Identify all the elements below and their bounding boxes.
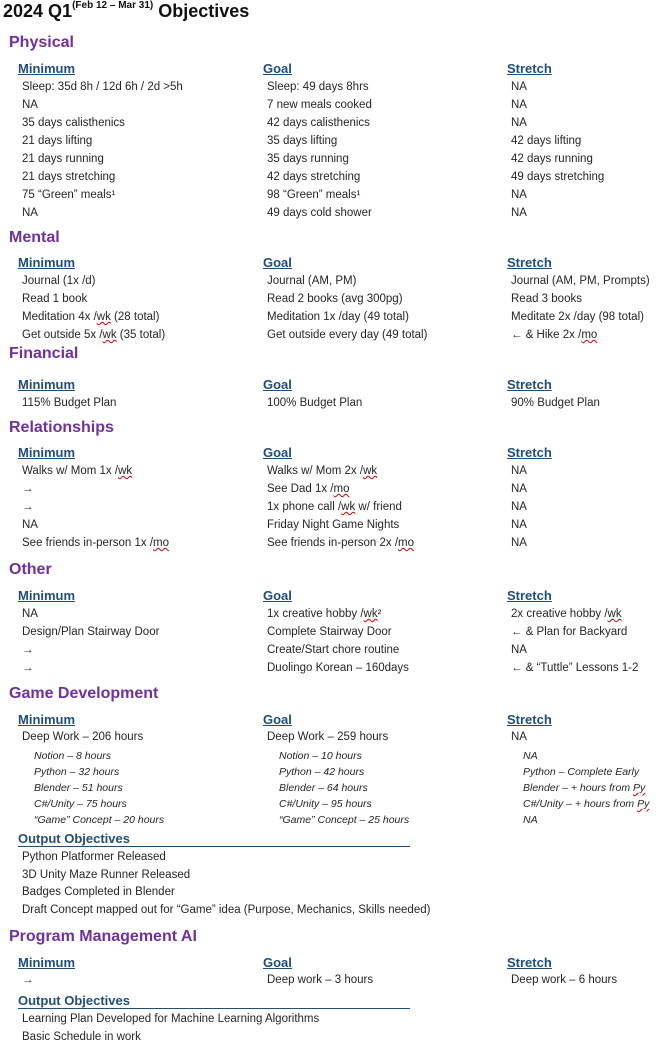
mental-goal-item: Journal (AM, PM) — [267, 275, 357, 287]
section-heading-game-development: Game Development — [9, 685, 159, 702]
column-heading-stretch: Stretch — [507, 61, 552, 76]
column-heading-minimum: Minimum — [18, 445, 76, 460]
relationships-minimum-item: → — [22, 501, 34, 513]
relationships-minimum-item: See friends in-person 1x /mo — [22, 537, 170, 549]
game-development-minimum-subitem: C#/Unity – 75 hours — [34, 798, 127, 810]
physical-stretch-item: NA — [511, 99, 527, 111]
physical-stretch-item: 42 days lifting — [511, 135, 582, 147]
game-development-goal-item: Deep Work – 259 hours — [267, 731, 389, 743]
other-goal-item: 1x creative hobby /wk² — [267, 608, 382, 620]
other-stretch-item: NA — [511, 644, 527, 656]
other-goal-item: Duolingo Korean – 160days — [267, 662, 409, 674]
physical-stretch-item: NA — [511, 189, 527, 201]
physical-minimum-item: Sleep: 35d 8h / 12d 6h / 2d >5h — [22, 81, 183, 93]
game-development-goal-subitem: Blender – 64 hours — [279, 782, 368, 794]
column-heading-goal: Goal — [263, 445, 292, 460]
mental-minimum-item: Journal (1x /d) — [22, 275, 96, 287]
relationships-stretch-item: NA — [511, 465, 527, 477]
column-heading-goal: Goal — [263, 255, 292, 270]
mental-minimum-item: Meditation 4x /wk (28 total) — [22, 311, 160, 323]
game-development-stretch-subitem: C#/Unity – + hours from Py — [523, 798, 650, 810]
relationships-goal-item: See Dad 1x /mo — [267, 483, 350, 495]
column-heading-stretch: Stretch — [507, 377, 552, 392]
game-development-goal-subitem: Notion – 10 hours — [279, 750, 362, 762]
physical-stretch-item: NA — [511, 207, 527, 219]
spellcheck-mark: wk — [118, 465, 133, 477]
column-heading-stretch: Stretch — [507, 445, 552, 460]
game-development-goal-subitem: “Game” Concept – 25 hours — [279, 814, 410, 826]
column-heading-goal: Goal — [263, 61, 292, 76]
physical-minimum-item: 21 days running — [22, 153, 104, 165]
section-heading-mental: Mental — [9, 229, 60, 246]
relationships-goal-item: See friends in-person 2x /mo — [267, 537, 415, 549]
other-goal-item: Complete Stairway Door — [267, 626, 392, 638]
game-development-output-item: 3D Unity Maze Runner Released — [22, 868, 191, 881]
other-minimum-item: Design/Plan Stairway Door — [22, 626, 160, 638]
physical-minimum-item: NA — [22, 207, 38, 219]
document-title — [3, 1, 249, 22]
mental-goal-item: Meditation 1x /day (49 total) — [267, 311, 409, 323]
output-objectives-heading: Output Objectives — [18, 831, 410, 847]
title-suffix: Objectives — [153, 1, 250, 21]
relationships-goal-item: Walks w/ Mom 2x /wk — [267, 465, 378, 477]
game-development-minimum-subitem: Notion – 8 hours — [34, 750, 112, 762]
spellcheck-mark: wk — [341, 501, 356, 513]
spellcheck-mark: mo — [333, 483, 350, 495]
physical-goal-item: 7 new meals cooked — [267, 99, 372, 111]
section-heading-other: Other — [9, 561, 52, 578]
mental-stretch-item: Read 3 books — [511, 293, 582, 305]
program-management-ai-stretch-item: Deep work – 6 hours — [511, 974, 618, 986]
physical-stretch-item: 49 days stretching — [511, 171, 605, 183]
physical-goal-item: 42 days stretching — [267, 171, 361, 183]
mental-goal-item: Get outside every day (49 total) — [267, 329, 428, 341]
column-heading-minimum: Minimum — [18, 588, 76, 603]
relationships-goal-item: 1x phone call /wk w/ friend — [267, 501, 402, 513]
column-heading-stretch: Stretch — [507, 255, 552, 270]
physical-stretch-item: NA — [511, 117, 527, 129]
game-development-minimum-subitem: “Game” Concept – 20 hours — [34, 814, 165, 826]
financial-goal-item: 100% Budget Plan — [267, 397, 363, 409]
physical-minimum-item: 21 days lifting — [22, 135, 93, 147]
game-development-output-item: Python Platformer Released — [22, 851, 166, 863]
other-stretch-item: 2x creative hobby /wk — [511, 608, 622, 620]
column-heading-minimum: Minimum — [18, 61, 76, 76]
relationships-minimum-item: → — [22, 483, 34, 495]
column-heading-stretch: Stretch — [507, 955, 552, 970]
other-stretch-item: ← & “Tuttle” Lessons 1-2 — [511, 662, 639, 674]
relationships-minimum-item: Walks w/ Mom 1x /wk — [22, 465, 133, 477]
column-heading-minimum: Minimum — [18, 377, 76, 392]
mental-stretch-item: Journal (AM, PM, Prompts) — [511, 275, 650, 287]
other-minimum-item: → — [22, 644, 34, 656]
column-heading-minimum: Minimum — [18, 712, 76, 727]
column-heading-goal: Goal — [263, 955, 292, 970]
game-development-output-item: Badges Completed in Blender — [22, 886, 175, 898]
game-development-minimum-subitem: Python – 32 hours — [34, 766, 120, 778]
spellcheck-mark: wk — [102, 329, 117, 341]
other-goal-item: Create/Start chore routine — [267, 644, 400, 656]
physical-goal-item: 35 days running — [267, 153, 349, 165]
other-stretch-item: ← & Plan for Backyard — [511, 626, 628, 638]
physical-minimum-item: 35 days calisthenics — [22, 117, 125, 129]
financial-minimum-item: 115% Budget Plan — [22, 397, 117, 409]
game-development-goal-subitem: C#/Unity – 95 hours — [279, 798, 372, 810]
mental-stretch-item: Meditate 2x /day (98 total) — [511, 311, 644, 323]
program-management-ai-output-item: Learning Plan Developed for Machine Learning Algorithms — [22, 1013, 320, 1025]
physical-minimum-item: 75 “Green” meals¹ — [22, 189, 116, 201]
financial-stretch-item: 90% Budget Plan — [511, 397, 600, 409]
spellcheck-mark: mo — [153, 537, 170, 549]
physical-stretch-item: NA — [511, 81, 527, 93]
spellcheck-mark: wk — [363, 465, 378, 477]
game-development-goal-subitem: Python – 42 hours — [279, 766, 365, 778]
game-development-stretch-subitem: Python – Complete Early — [523, 766, 640, 778]
output-objectives-heading: Output Objectives — [18, 993, 410, 1009]
relationships-stretch-item: NA — [511, 483, 527, 495]
physical-goal-item: 98 “Green” meals¹ — [267, 189, 361, 201]
section-heading-relationships: Relationships — [9, 419, 114, 436]
game-development-stretch-subitem: NA — [523, 814, 538, 826]
relationships-minimum-item: NA — [22, 519, 38, 531]
relationships-stretch-item: NA — [511, 537, 527, 549]
physical-goal-item: 49 days cold shower — [267, 207, 372, 219]
mental-stretch-item: ← & Hike 2x /mo — [511, 329, 598, 341]
physical-minimum-item: 21 days stretching — [22, 171, 116, 183]
spellcheck-mark: wk — [607, 608, 622, 620]
column-heading-stretch: Stretch — [507, 588, 552, 603]
mental-goal-item: Read 2 books (avg 300pg) — [267, 293, 403, 305]
title-date-range: (Feb 12 – Mar 31) — [72, 0, 154, 11]
game-development-minimum-item: Deep Work – 206 hours — [22, 731, 144, 743]
column-heading-minimum: Minimum — [18, 955, 76, 970]
game-development-stretch-subitem: Blender – + hours from Py — [523, 782, 646, 794]
column-heading-goal: Goal — [263, 712, 292, 727]
spellcheck-mark: mo — [398, 537, 415, 549]
spellcheck-mark: Py — [637, 798, 650, 810]
mental-minimum-item: Get outside 5x /wk (35 total) — [22, 329, 166, 341]
column-heading-goal: Goal — [263, 588, 292, 603]
spellcheck-mark: Py — [633, 782, 646, 794]
spellcheck-mark: wk — [363, 608, 378, 620]
relationships-goal-item: Friday Night Game Nights — [267, 519, 400, 531]
spellcheck-mark: wk — [96, 311, 111, 323]
other-minimum-item: NA — [22, 608, 38, 620]
other-minimum-item: → — [22, 662, 34, 674]
column-heading-minimum: Minimum — [18, 255, 76, 270]
relationships-stretch-item: NA — [511, 519, 527, 531]
game-development-stretch-subitem: NA — [523, 750, 538, 762]
program-management-ai-minimum-item: → — [22, 974, 34, 986]
section-heading-physical: Physical — [9, 34, 74, 51]
relationships-stretch-item: NA — [511, 501, 527, 513]
game-development-output-item: Draft Concept mapped out for “Game” idea (Purpose, Mechanics, Skills needed) — [22, 903, 431, 916]
physical-minimum-item: NA — [22, 99, 38, 111]
column-heading-stretch: Stretch — [507, 712, 552, 727]
mental-minimum-item: Read 1 book — [22, 293, 88, 305]
program-management-ai-goal-item: Deep work – 3 hours — [267, 974, 374, 986]
section-heading-program-management-ai: Program Management AI — [9, 928, 197, 945]
physical-stretch-item: 42 days running — [511, 153, 593, 165]
program-management-ai-output-item: Basic Schedule in work — [22, 1031, 141, 1043]
physical-goal-item: 42 days calisthenics — [267, 117, 370, 129]
physical-goal-item: Sleep: 49 days 8hrs — [267, 81, 369, 93]
column-heading-goal: Goal — [263, 377, 292, 392]
game-development-minimum-subitem: Blender – 51 hours — [34, 782, 123, 794]
physical-goal-item: 35 days lifting — [267, 135, 338, 147]
section-heading-financial: Financial — [9, 345, 79, 362]
game-development-stretch-item: NA — [511, 731, 527, 743]
spellcheck-mark: mo — [581, 329, 598, 341]
title-prefix: 2024 Q1 — [3, 1, 73, 21]
